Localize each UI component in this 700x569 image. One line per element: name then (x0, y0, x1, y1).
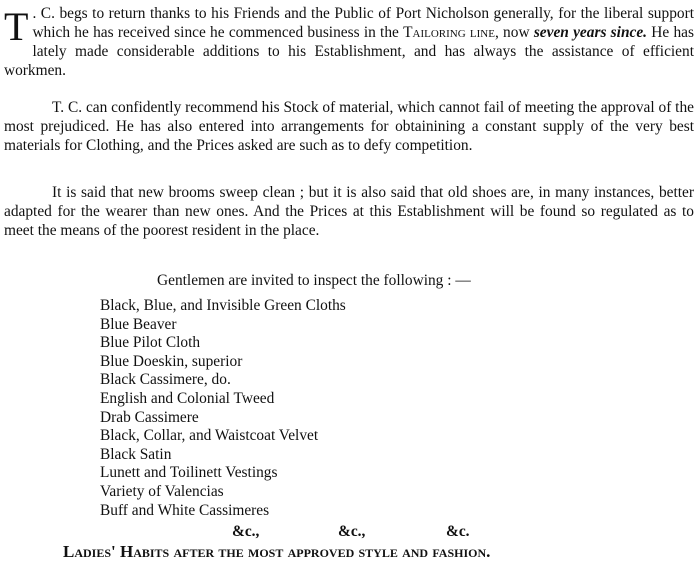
inspect-intro: Gentlemen are invited to inspect the following : — (157, 272, 471, 289)
p1-line3-mid: , now (494, 24, 534, 41)
etc-3: &c. (446, 523, 470, 540)
etc-2: &c., (338, 523, 366, 540)
list-item: Black Cassimere, do. (100, 371, 231, 389)
p1-tailoring: Tailoring line (403, 24, 495, 41)
list-item: Blue Doeskin, superior (100, 352, 243, 370)
list-item: English and Colonial Tweed (100, 389, 275, 407)
p1-line2: for the liberal support which he has received since he commenced business in the (32, 5, 694, 41)
paragraph-2: T. C. can confidently recommend his Stock of material, which cannot fail of meeting the approval of the most prejudiced. He has also entered into arrangements for obtainining a constant supply of the very best materials for Clothing, and the Prices asked are such as to defy competition. (4, 99, 694, 154)
list-item: Blue Pilot Cloth (100, 334, 201, 352)
list-item: Buff and White Cassimeres (100, 501, 270, 519)
paragraph-1 (4, 4, 694, 80)
paragraph-3: It is said that new brooms sweep clean ; but it is also said that old shoes are, in many instances, better adapted for the wearer than new ones. And the Prices at this Establishment will be found so regulated as to meet the means of the poorest resident in the place. (4, 184, 694, 239)
p1-line4: his Establishment, and has always the assistance of efficient workmen. (4, 43, 694, 79)
list-item: Black Satin (100, 445, 172, 463)
drop-cap: T (4, 4, 29, 49)
list-item: Drab Cassimere (100, 408, 199, 426)
list-item: Lunett and Toilinett Vestings (100, 464, 278, 482)
list-item: Blue Beaver (100, 315, 177, 333)
p1-seven-years: seven years since. (533, 24, 648, 41)
list-item: Black, Collar, and Waistcoat Velvet (100, 427, 319, 445)
list-item: Black, Blue, and Invisible Green Cloths (100, 297, 346, 314)
goods-list (100, 297, 346, 520)
ladies-habits-footer: Ladies' Habits after the most approved style and fashion. (63, 542, 491, 561)
list-item: Variety of Valencias (100, 482, 224, 500)
p1-line1: . C. begs to return thanks to his Friends and the Public of Port Nicholson generally, (32, 5, 554, 22)
p1-line3-end: He has lately made considerable additions to (32, 24, 694, 60)
etc-1: &c., (232, 523, 260, 540)
